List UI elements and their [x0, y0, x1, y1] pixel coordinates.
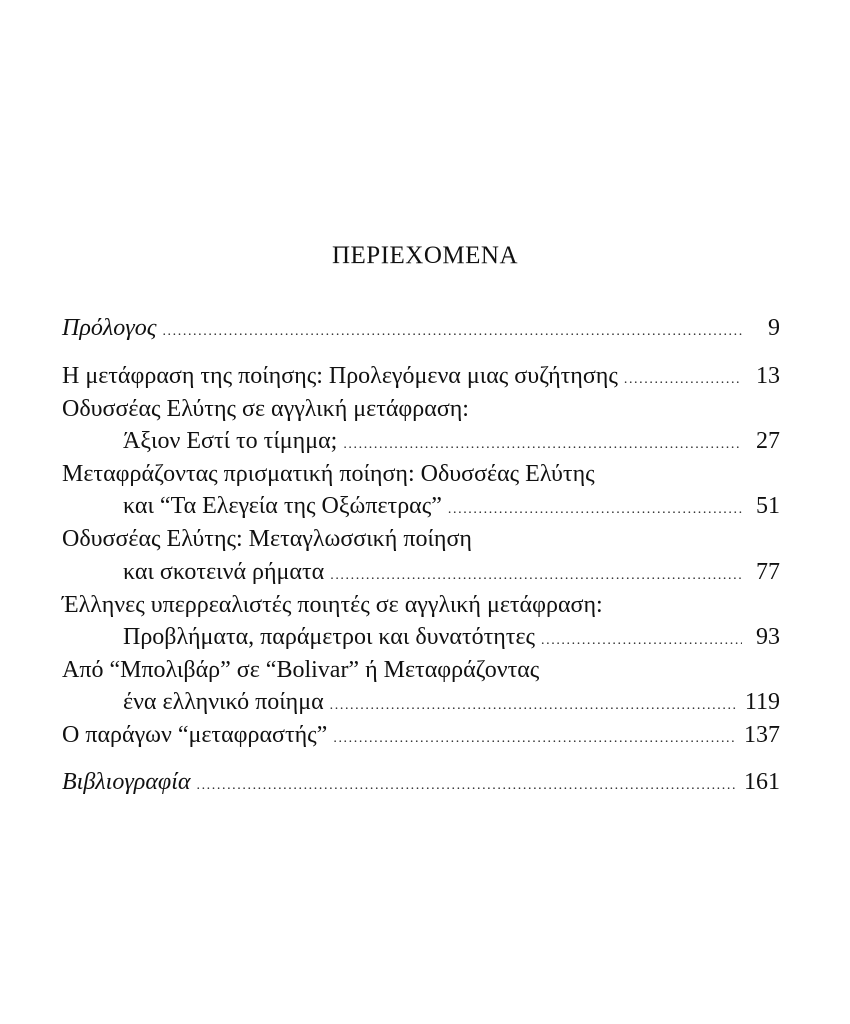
toc-entry-page: 27: [756, 428, 780, 454]
toc-entry-subtitle: ένα ελληνικό ποίημα: [123, 689, 324, 715]
toc-entry-page: 9: [768, 315, 780, 341]
toc-entry-title: Από “Μπολιβάρ” σε “Bolivar” ή Μεταφράζοντας: [62, 657, 540, 683]
toc-entry-prologue[interactable]: [62, 312, 780, 344]
toc-entry[interactable]: [62, 425, 780, 457]
dot-leader: [624, 364, 742, 396]
toc-entry-page: 13: [756, 363, 780, 389]
toc-entry[interactable]: [62, 490, 780, 522]
dot-leader: [196, 770, 736, 802]
toc-entry-page: 93: [756, 624, 780, 650]
toc-entry-title-line[interactable]: [62, 589, 780, 621]
table-of-contents: [62, 0, 780, 1024]
dot-leader: [448, 494, 742, 526]
toc-entry[interactable]: [62, 556, 780, 588]
dot-leader: [541, 625, 742, 657]
toc-entry-subtitle: και σκοτεινά ρήματα: [123, 559, 325, 585]
toc-entry-page: 77: [756, 559, 780, 585]
dot-leader: [333, 723, 736, 755]
toc-entry-subtitle: και “Τα Ελεγεία της Οξώπετρας”: [123, 493, 442, 519]
toc-entry-title: Μεταφράζοντας πρισματική ποίηση: Οδυσσέας Ελύτης: [62, 461, 595, 487]
toc-entry-title: Βιβλιογραφία: [62, 769, 191, 795]
toc-entry-title: Η μετάφραση της ποίησης: Προλεγόμενα μιας συζήτησης: [62, 363, 618, 389]
page-title: ΠΕΡΙΕΧΟΜΕΝΑ: [331, 242, 519, 269]
toc-entry-page: 119: [744, 689, 780, 715]
toc-entry-title: Πρόλογος: [62, 315, 157, 341]
dot-leader: [330, 690, 737, 722]
toc-entry[interactable]: [62, 686, 780, 718]
toc-entry[interactable]: [62, 719, 780, 751]
toc-entry-bibliography[interactable]: [62, 766, 780, 798]
toc-entry[interactable]: [62, 621, 780, 653]
toc-entry-title: Οδυσσέας Ελύτης σε αγγλική μετάφραση:: [62, 396, 469, 422]
toc-entry-title: Έλληνες υπερρεαλιστές ποιητές σε αγγλική μετάφραση:: [62, 592, 603, 618]
toc-entry-title-line[interactable]: [62, 393, 780, 425]
dot-leader: [330, 560, 742, 592]
dot-leader: [162, 316, 742, 348]
toc-entry-subtitle: Άξιον Εστί το τίμημα;: [123, 428, 338, 454]
toc-entry[interactable]: [62, 360, 780, 392]
dot-leader: [343, 429, 742, 461]
toc-entry-title: Οδυσσέας Ελύτης: Μεταγλωσσική ποίηση: [62, 526, 472, 552]
toc-entry-page: 137: [744, 722, 780, 748]
toc-entry-page: 161: [744, 769, 780, 795]
toc-entry-title: Ο παράγων “μεταφραστής”: [62, 722, 328, 748]
toc-entry-page: 51: [756, 493, 780, 519]
toc-entry-subtitle: Προβλήματα, παράμετροι και δυνατότητες: [123, 624, 536, 650]
toc-entry-title-line[interactable]: [62, 458, 780, 490]
toc-entry-title-line[interactable]: [62, 654, 780, 686]
toc-entry-title-line[interactable]: [62, 523, 780, 555]
